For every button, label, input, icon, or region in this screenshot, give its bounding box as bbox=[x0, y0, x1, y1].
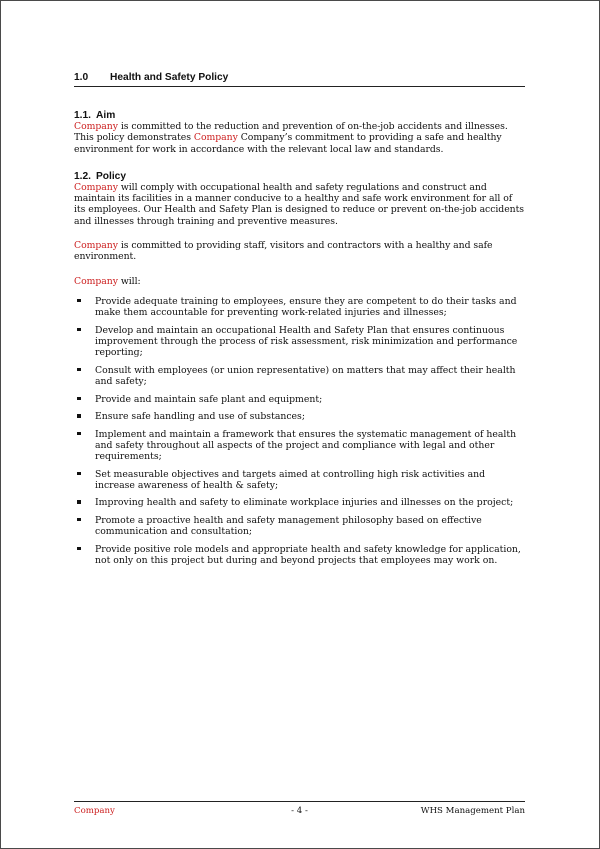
list-item-text: Provide positive role models and appropriate health and safety knowledge for application, not only on this project but during and beyond projects that employees may work on. bbox=[95, 543, 521, 566]
policy-number: 1.2. bbox=[74, 170, 91, 182]
list-item bbox=[74, 365, 525, 388]
list-item-text: Ensure safe handling and use of substances; bbox=[95, 411, 305, 423]
list-item bbox=[74, 497, 525, 508]
list-item-text: Improving health and safety to eliminate workplace injuries and illnesses on the project; bbox=[95, 497, 514, 509]
footer-doc-title: WHS Management Plan bbox=[420, 806, 525, 816]
bullet-icon bbox=[77, 328, 81, 332]
commitments-list bbox=[74, 296, 525, 566]
will-text: will: bbox=[117, 275, 141, 287]
bullet-icon bbox=[77, 299, 81, 303]
list-item bbox=[74, 469, 525, 492]
list-item-text: Provide and maintain safe plant and equipment; bbox=[95, 393, 323, 405]
company-placeholder: Company bbox=[74, 181, 118, 193]
list-item-text: Set measurable objectives and targets aimed at controlling high risk activities and increase awareness of health & safety; bbox=[95, 468, 486, 491]
bullet-icon bbox=[77, 368, 81, 372]
page-footer bbox=[74, 801, 525, 816]
list-item bbox=[74, 544, 525, 567]
bullet-icon bbox=[77, 397, 81, 401]
policy-text: will comply with occupational health and safety regulations and construct and maintain its facilities in a manner conducive to a healthy and safe work environment for all of its employees. Our Health and Safety Plan is designed to reduce or prevent on-the-job accidents and illnesses through training and preventive measures. bbox=[74, 181, 524, 227]
policy-heading bbox=[74, 171, 525, 182]
aim-paragraph bbox=[74, 121, 525, 155]
aim-number: 1.1. bbox=[74, 110, 91, 121]
company-placeholder: Company bbox=[74, 240, 118, 252]
list-item bbox=[74, 515, 525, 538]
committed-paragraph bbox=[74, 240, 525, 263]
bullet-icon bbox=[77, 472, 81, 476]
bullet-icon bbox=[77, 547, 81, 551]
section-number: 1.0 bbox=[74, 72, 89, 83]
policy-paragraph bbox=[74, 182, 525, 227]
list-item-text: Promote a proactive health and safety management philosophy based on effective communication and consultation; bbox=[95, 514, 482, 538]
list-item bbox=[74, 296, 525, 319]
bullet-icon bbox=[77, 414, 81, 418]
page-number: - 4 - bbox=[291, 806, 308, 816]
footer-company: Company bbox=[74, 806, 115, 816]
policy-title: Policy bbox=[96, 170, 127, 182]
page-content bbox=[74, 72, 525, 572]
company-placeholder: Company bbox=[193, 132, 238, 144]
aim-text-1: is committed to the reduction and prevention of on-the-job accidents and illnesses. This policy demonstrates bbox=[74, 121, 508, 144]
list-item-text: Implement and maintain a framework that ensures the systematic management of health and safety throughout all aspects of the project and compliance with legal and other requirements; bbox=[95, 428, 517, 463]
bullet-icon bbox=[77, 500, 81, 504]
list-item bbox=[74, 429, 525, 463]
aim-heading bbox=[74, 110, 525, 121]
will-paragraph bbox=[74, 276, 525, 287]
bullet-icon bbox=[77, 518, 81, 522]
list-item-text: Consult with employees (or union representative) on matters that may affect their health and safety; bbox=[95, 364, 516, 388]
committed-text: is committed to providing staff, visitors and contractors with a healthy and safe environment. bbox=[74, 240, 493, 263]
list-item-text: Develop and maintain an occupational Health and Safety Plan that ensures continuous improvement through the process of risk assessment, risk minimization and performance reporting; bbox=[95, 324, 518, 359]
list-item bbox=[74, 394, 525, 405]
section-title: Health and Safety Policy bbox=[110, 72, 229, 83]
aim-text-2: Company’s commitment to providing a safe and healthy environment for work in accordance with the relevant local law and standards. bbox=[74, 132, 502, 155]
list-item bbox=[74, 325, 525, 359]
aim-title: Aim bbox=[96, 110, 116, 121]
company-placeholder: Company bbox=[74, 275, 118, 287]
list-item bbox=[74, 411, 525, 422]
company-placeholder: Company bbox=[74, 121, 118, 132]
list-item-text: Provide adequate training to employees, ensure they are competent to do their tasks and make them accountable for preventing work-related injuries and illnesses; bbox=[95, 295, 517, 319]
section-heading bbox=[74, 72, 525, 87]
bullet-icon bbox=[77, 432, 81, 436]
